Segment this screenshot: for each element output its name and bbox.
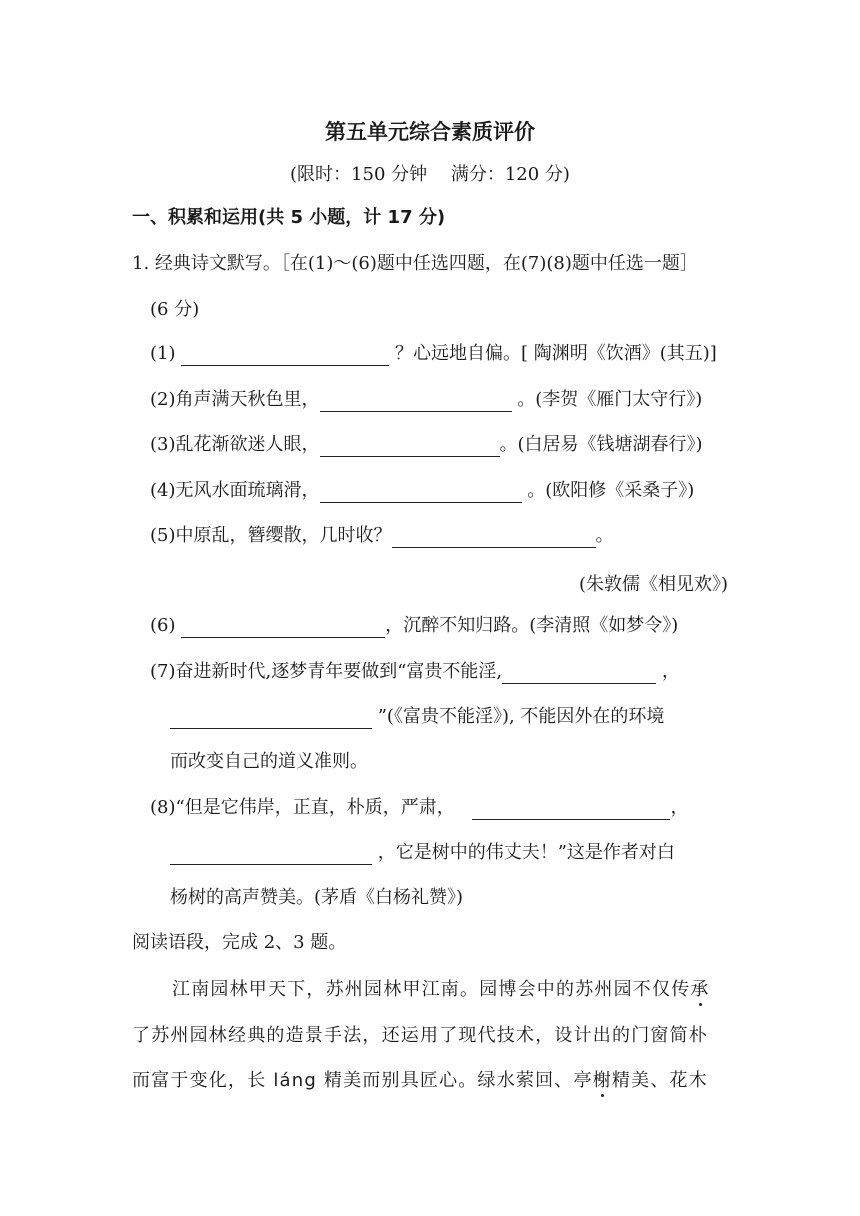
q1-item-4 [150, 479, 694, 503]
passage-line-3 [132, 1069, 732, 1093]
q1-item-3 [150, 433, 703, 457]
exam-info: (限时：150 分钟 满分：120 分) [290, 164, 570, 185]
item-suffix: 。(李贺《雁门太守行》) [517, 389, 703, 410]
item-punct: ， [670, 797, 689, 818]
passage-text: 精美、花木 [611, 1070, 708, 1091]
reading-instruction: 阅读语段，完成 2、3 题。 [132, 932, 347, 953]
emphasis-dot-char: 榭 [592, 1070, 612, 1091]
item-prefix: (4)无风水面琉璃滑， [150, 480, 320, 501]
item-text: (7)奋进新时代,逐梦青年要做到“富贵不能淫, [150, 661, 503, 682]
answer-blank[interactable] [181, 619, 385, 638]
answer-blank[interactable] [181, 347, 389, 366]
item-prefix: (1) [150, 343, 176, 364]
answer-blank[interactable] [472, 801, 670, 820]
item-suffix: ？心远地自偏。[ 陶渊明《饮酒》(其五)] [394, 343, 717, 364]
item-prefix: (2)角声满天秋色里， [150, 389, 320, 410]
emphasis-dot-char: 承 [690, 979, 710, 1000]
passage-line-2: 了苏州园林经典的造景手法，还运用了现代技术，设计出的门窗简朴 [132, 1025, 708, 1046]
answer-blank[interactable] [502, 665, 656, 684]
q1-item-2 [150, 388, 702, 412]
item-punct: ， [661, 661, 680, 682]
item-suffix: ，沉醉不知归路。(李清照《如梦令》) [385, 615, 679, 636]
passage-text: 而富于变化，长 láng 精美而别具匠心。绿水萦回、亭 [132, 1070, 593, 1091]
answer-blank[interactable] [320, 393, 512, 412]
answer-blank[interactable] [320, 484, 522, 503]
item-prefix: (6) [150, 615, 176, 636]
page-title: 第五单元综合素质评价 [325, 120, 535, 144]
item-suffix: 。(白居易《钱塘湖春行》) [499, 434, 703, 455]
q1-item-8-line-2 [170, 841, 675, 865]
answer-blank[interactable] [320, 438, 500, 457]
q1-item-7-line-2 [170, 705, 664, 729]
q1-item-8-line-1 [150, 796, 688, 820]
passage-text: 江南园林甲天下，苏州园林甲江南。园博会中的苏州园不仅传 [172, 979, 691, 1000]
q1-item-6 [150, 614, 678, 638]
q1-item-5-source: (朱敦儒《相见欢》) [578, 574, 728, 595]
passage-line-1 [172, 978, 732, 1002]
item-suffix: 。 [595, 525, 614, 546]
q1-item-8-line-3: 杨树的高声赞美。(茅盾《白杨礼赞》) [170, 887, 464, 908]
section-heading: 一、积累和运用(共 5 小题，计 17 分) [132, 207, 446, 228]
question-1-score: (6 分) [150, 299, 200, 320]
q1-item-7-line-1 [150, 660, 680, 684]
q1-item-5 [150, 524, 614, 548]
q1-item-1 [150, 342, 717, 366]
item-text: ”(《富贵不能淫》), 不能因外在的环境 [377, 706, 665, 727]
item-prefix: (3)乱花渐欲迷人眼， [150, 434, 320, 455]
answer-blank[interactable] [392, 529, 596, 548]
answer-blank[interactable] [170, 846, 372, 865]
answer-blank[interactable] [170, 710, 372, 729]
item-text: ，它是树中的伟丈夫！”这是作者对白 [377, 842, 675, 863]
q1-item-7-line-3: 而改变自己的道义准则。 [170, 751, 368, 772]
item-suffix: 。(欧阳修《采桑子》) [527, 480, 695, 501]
question-1-stem: 1. 经典诗文默写。［在(1)～(6)题中任选四题，在(7)(8)题中任选一题］ [132, 253, 698, 274]
item-prefix: (5)中原乱，簪缨散，几时收？ [150, 525, 392, 546]
item-text: (8)“但是它伟岸，正直，朴质，严肃， [150, 797, 455, 818]
